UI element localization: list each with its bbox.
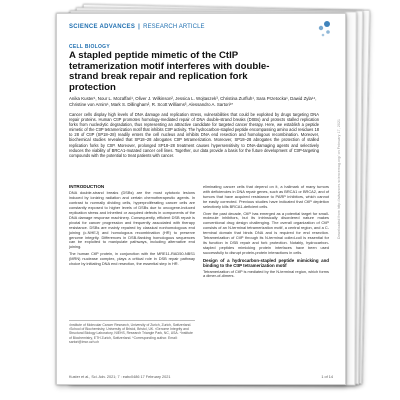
- article-title: A stapled peptide mimetic of the CtIP tetramerization motif interferes with double-strand break repair and replication fork protection: [69, 50, 270, 93]
- front-page: [56, 13, 346, 385]
- affiliation-footnotes: ¹Institute of Molecular Cancer Research, University of Zurich, Zurich, Switzerland. ²School of Biochemistry, University of Bristol, Bristol, UK. ³Genome Integrity and Structural Biology Laboratory, NIEHS, Research Triangle Park, NC, USA. ⁴Institute of Biochemistry, ETH Zurich, Switzerland. *Corresponding author. Email: sartori@imcr.uzh.ch: [69, 320, 195, 344]
- header-separator: |: [138, 24, 141, 30]
- science-advances-logo-icon: [305, 19, 333, 41]
- section-label: CELL BIOLOGY: [69, 44, 111, 50]
- download-stamp: Downloaded from http://advances.sciencemag.org/ on February 17, 2021: [337, 118, 341, 239]
- page-number: 1 of 14: [321, 375, 333, 379]
- author-list: Anika Kuster¹, Nour L. Mozaffari¹, Oliver J. Wilkinson², Jessica L. Wojtaszek³, Christina Zurfluh¹, Sara Przetocka¹, Dawid Zyla¹⁴, Christine von Arnim¹, Mark S. Dillingham², R. Scott Williams³, Alessandro A. Sartori¹*: [69, 96, 317, 107]
- body-paragraph: The human CtIP protein, in conjunction with the MRE11-RAD50-NBS1 (MRN) nuclease complex, plays a critical role in DSB repair pathway choice by initiating DNA end resection, the essential step in HR.: [69, 251, 195, 267]
- journal-name: SCIENCE ADVANCES: [69, 24, 136, 30]
- citation-footer: Kuster et al., Sci. Adv. 2021; 7 : eabc0486 17 February 2021: [69, 375, 171, 379]
- journal-header: [69, 21, 333, 33]
- body-paragraph: DNA double-strand breaks (DSBs) are the most cytotoxic lesions induced by ionizing radiation and certain chemotherapeutic agents. In contrast to normally dividing cells, hyperproliferating cancer cells are constantly exposed to higher levels of DSBs due to oncogene-induced replication stress and inherited or acquired defects in components of the DNA damage response machinery. Consequently, efficient DSB repair is pivotal for cancer progression and frequently associated with therapy resistance. DSBs are mainly repaired by classical nonhomologous end joining (c-NHEJ) and homologous recombination (HR) to preserve genome integrity. Differences in DSB-flanking homologous sequences can be exploited to manipulate pathways, including alternative end joining.: [69, 190, 195, 250]
- body-paragraph: eliminating cancer cells that depend on it, a hallmark of many tumors with deficiencies in DNA repair genes, such as BRCA1 or BRCA2, and of tumors that have acquired resistance to PARP inhibitors, which cannot be easily corrected. Previous studies have indicated that CtIP depletion selectively kills BRCA1-deficient cells.: [203, 184, 329, 209]
- right-column: [203, 185, 329, 281]
- abstract: Cancer cells display high levels of DNA damage and replication stress, vulnerabilities that could be exploited by drugs targeting DNA repair proteins. Human CtIP promotes homology-mediated repair of DNA double-strand breaks (DSBs) and protects stalled replication forks from nucleolytic degradation, thus representing an attractive candidate for targeted cancer therapy. Here, we establish a peptide mimetic of the CtIP tetramerization motif that inhibits CtIP activity. The hydrocarbon-stapled peptide encompassing amino acid residues 18 to 28 of CtIP (SP18–28) readily enters the cell nucleus and inhibits DNA end resection and homologous recombination. Moreover, biochemical studies revealed that SP18–28 abrogates CtIP tetramerization. Moreover, SP18–28 abrogates the protection of stalled replication forks by CtIP. Moreover, prolonged SP18–28 treatment causes hypersensitivity to DNA-damaging agents and selectively reduces the viability of BRCA1-mutated cancer cell lines. Together, our data provide a basis for the future development of CtIP-targeting compounds with the potential to treat patients with cancer.: [69, 112, 319, 158]
- body-paragraph: Tetramerization of CtIP is mediated by the N-terminal region, which forms a dimer-of-dimers.: [203, 268, 329, 279]
- intro-heading: INTRODUCTION: [69, 184, 105, 189]
- left-column: [69, 185, 195, 269]
- results-subheading: Design of a hydrocarbon-stapled peptide mimicking and binding to the CtIP tetramerization motif: [203, 257, 329, 268]
- body-paragraph: Over the past decade, CtIP has emerged as a potential target for small-molecule inhibitors, but its intrinsically disordered nature makes conventional drug design challenging. The overall organization of CtIP consists of an N-terminal tetramerization motif, a central region, and a C-terminal domain that binds DNA and is required for end resection. Tetramerization of CtIP through its N-terminal coiled-coil is essential for its function in DSB repair and fork protection. Notably, hydrocarbon-stapled peptides mimicking protein interfaces have been used successfully to disrupt protein-protein interactions in cells.: [203, 210, 329, 255]
- article-type: RESEARCH ARTICLE: [143, 24, 205, 30]
